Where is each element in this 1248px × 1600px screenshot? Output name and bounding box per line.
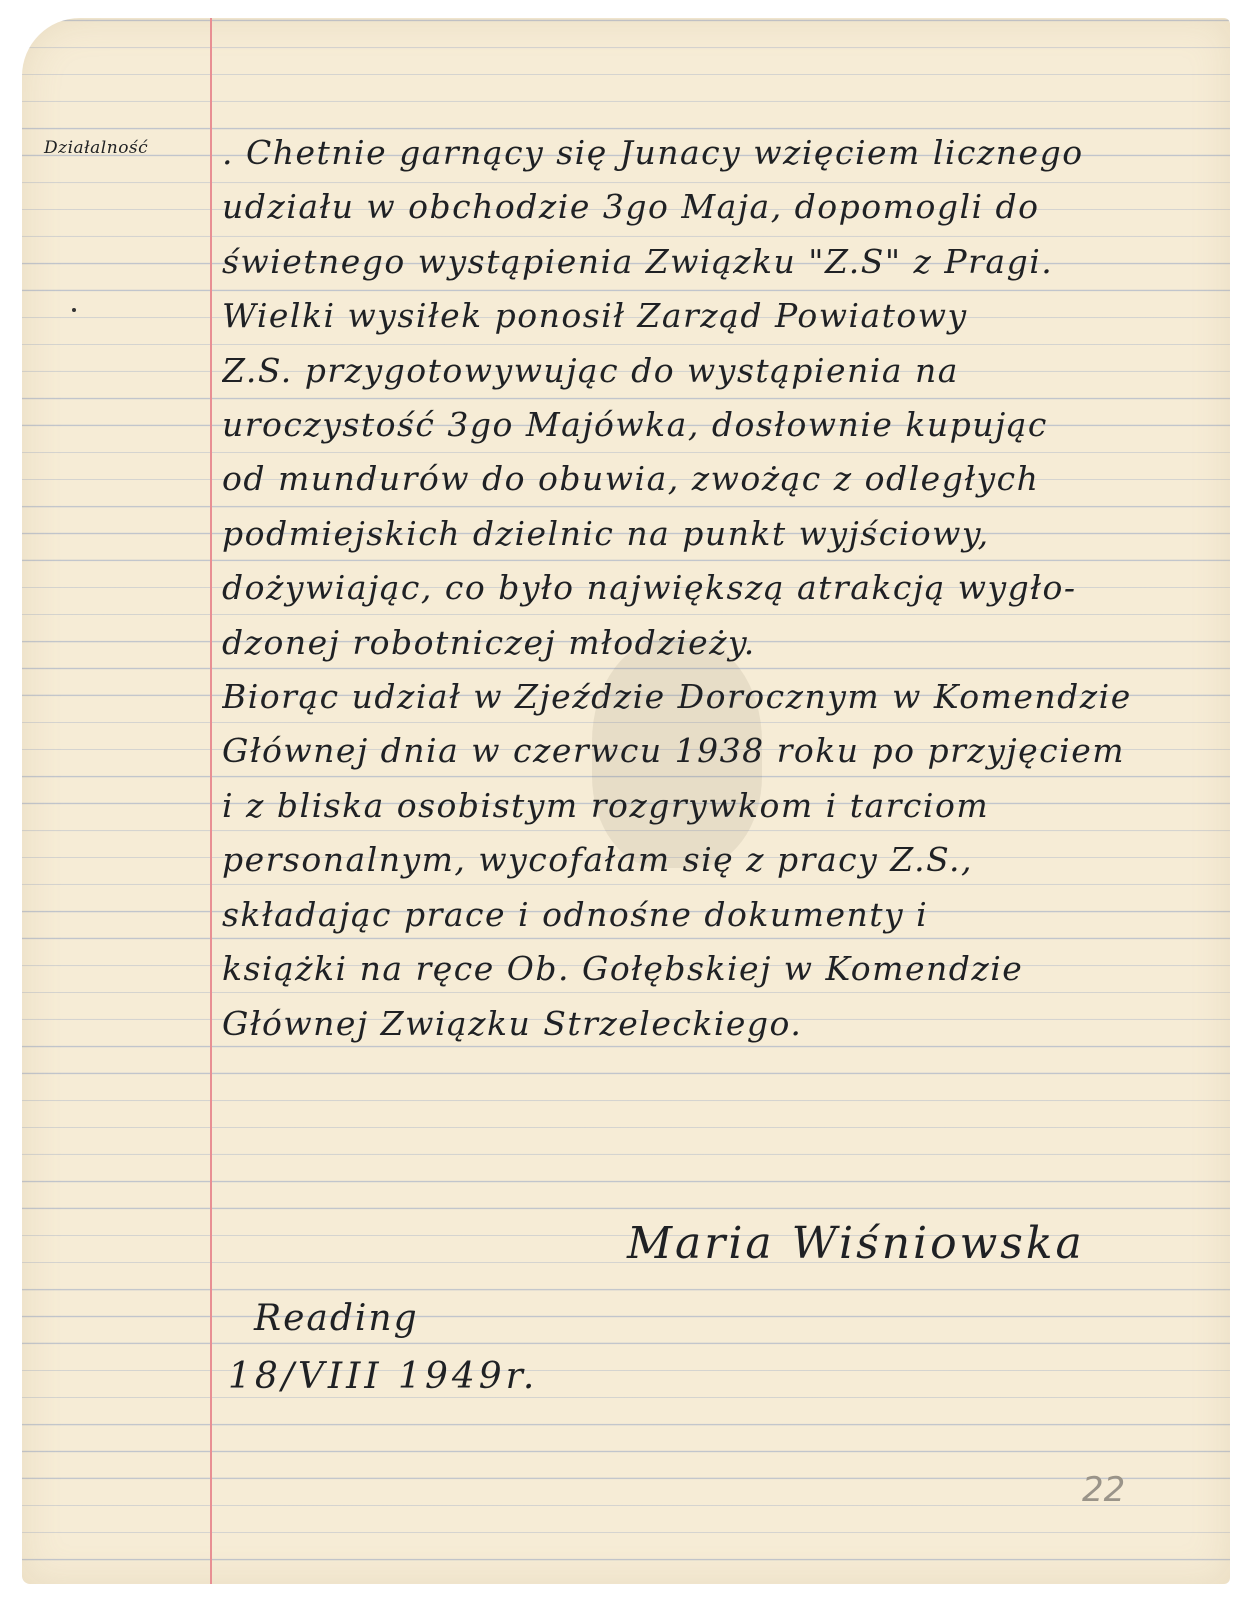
- page-number: 22: [1082, 1470, 1126, 1510]
- body-line: Głównej dnia w czerwcu 1938 roku po przyjęciem: [222, 731, 1126, 771]
- letter-body: [222, 126, 1212, 1051]
- body-line: podmiejskich dzielnic na punkt wyjściowy,: [222, 513, 990, 553]
- body-line: dzonej robotniczej młodzieży.: [222, 622, 756, 662]
- side-label: Działalność: [44, 138, 149, 158]
- body-line: personalnym, wycofałam się z pracy Z.S.,: [222, 840, 973, 880]
- body-line: świetnego wystąpienia Związku "Z.S" z Pragi.: [222, 241, 1054, 281]
- body-line: dożywiając, co było największą atrakcją wygło-: [222, 568, 1077, 608]
- body-line: uroczystość 3go Majówka, dosłownie kupując: [222, 405, 1048, 445]
- body-line: i z bliska osobistym rozgrywkom i tarciom: [222, 785, 990, 825]
- body-line: od mundurów do obuwia, zwożąc z odległych: [222, 459, 1040, 499]
- margin-dot: [72, 308, 76, 312]
- body-line: Wielki wysiłek ponosił Zarząd Powiatowy: [222, 296, 968, 336]
- body-line: Biorąc udział w Zjeździe Dorocznym w Komendzie: [222, 677, 1132, 717]
- body-line: udziału w obchodzie 3go Maja, dopomogli do: [222, 187, 1040, 227]
- signature: Maria Wiśniowska: [627, 1218, 1085, 1269]
- place-name: Reading: [254, 1298, 419, 1339]
- body-line: składając prace i odnośne dokumenty i: [222, 894, 929, 934]
- body-line: . Chetnie garnący się Junacy wzięciem licznego: [222, 133, 1084, 172]
- notebook-page: [22, 18, 1230, 1584]
- date: 18/VIII 1949r.: [228, 1356, 539, 1397]
- body-line: książki na ręce Ob. Gołębskiej w Komendzie: [222, 949, 1024, 989]
- red-margin-line: [210, 18, 212, 1584]
- body-line: Z.S. przygotowywując do wystąpienia na: [222, 350, 959, 390]
- body-line: Głównej Związku Strzeleckiego.: [222, 1003, 803, 1043]
